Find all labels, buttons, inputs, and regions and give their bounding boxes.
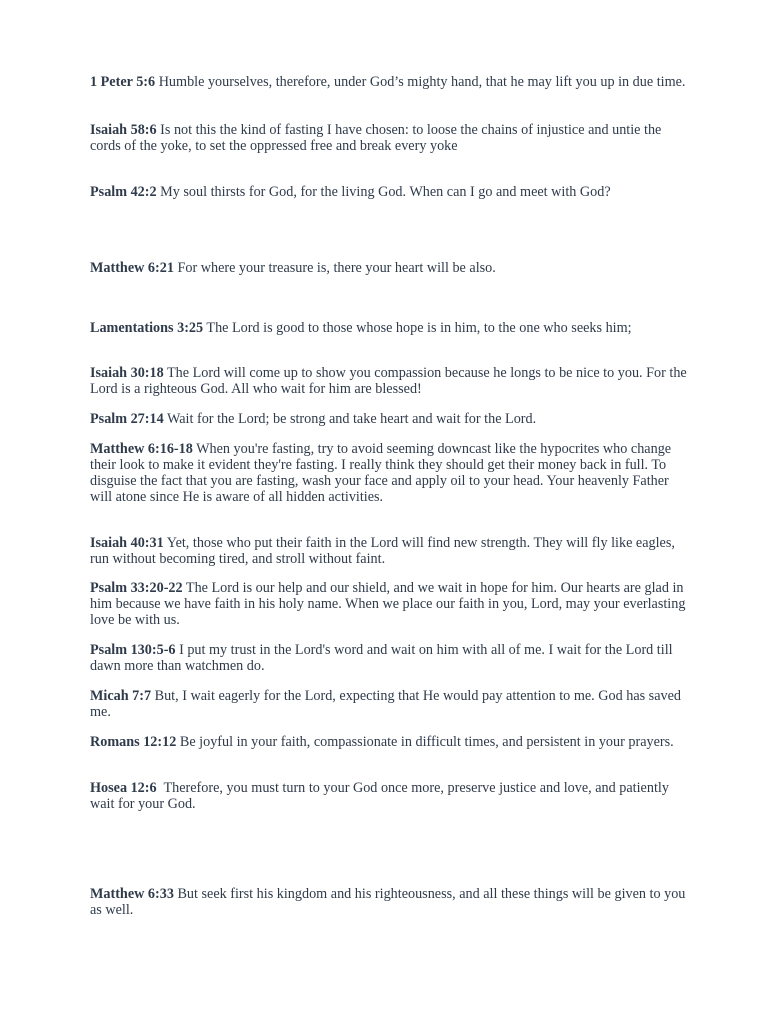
verse-reference: Psalm 130:5-6 [90, 642, 176, 658]
verse-reference: Matthew 6:33 [90, 886, 174, 902]
verse-matthew-6-21 [90, 260, 690, 276]
verse-reference: Psalm 42:2 [90, 184, 157, 200]
verse-reference: Romans 12:12 [90, 734, 177, 750]
verse-reference: Isaiah 40:31 [90, 535, 164, 551]
verse-psalm-27-14 [90, 411, 690, 427]
verse-text: For where your treasure is, there your heart will be also. [173, 260, 496, 276]
verse-hosea-12-6 [90, 780, 690, 812]
verse-reference: Isaiah 58:6 [90, 122, 157, 138]
verse-reference: Psalm 33:20-22 [90, 580, 183, 596]
verse-reference: Matthew 6:16-18 [90, 441, 193, 457]
verse-reference: 1 Peter 5:6 [90, 74, 156, 90]
verse-isaiah-30-18 [90, 365, 690, 397]
verse-text: When you're fasting, try to avoid seeming downcast like the hypocrites who change their look to make it evident they're fasting. I really think they should get their money back in full. To disguise the fact that you are fasting, wash your face and apply oil to your head. Your heavenly Father will atone since He is aware of all hidden activities. [90, 441, 672, 505]
verse-text: Be joyful in your faith, compassionate in difficult times, and persistent in your prayers. [176, 734, 674, 750]
verse-1-peter-5-6 [90, 74, 690, 90]
verse-reference: Lamentations 3:25 [90, 320, 204, 336]
verse-text: My soul thirsts for God, for the living God. When can I go and meet with God? [156, 184, 611, 200]
verse-matthew-6-33 [90, 886, 690, 918]
verse-isaiah-40-31 [90, 535, 690, 567]
verse-text: Yet, those who put their faith in the Lord will find new strength. They will fly like eagles, run without becoming tired, and stroll without faint. [90, 535, 675, 567]
verse-romans-12-12 [90, 734, 690, 750]
verse-matthew-6-16-18 [90, 441, 690, 505]
verse-reference: Isaiah 30:18 [90, 365, 164, 381]
verse-text: Therefore, you must turn to your God once more, preserve justice and love, and patiently wait for your God. [90, 780, 673, 812]
verse-reference: Matthew 6:21 [90, 260, 174, 276]
verse-micah-7-7 [90, 688, 690, 720]
verse-text: But seek first his kingdom and his righteousness, and all these things will be given to you as well. [90, 886, 686, 918]
verse-text: The Lord is our help and our shield, and we wait in hope for him. Our hearts are glad in him because we have faith in his holy name. When we place our faith in you, Lord, may your everlasting love be with us. [90, 580, 686, 628]
verse-text: I put my trust in the Lord's word and wait on him with all of me. I wait for the Lord till dawn more than watchmen do. [90, 642, 673, 674]
verse-text: Humble yourselves, therefore, under God’s mighty hand, that he may lift you up in due time. [155, 74, 686, 90]
verse-text: Wait for the Lord; be strong and take heart and wait for the Lord. [163, 411, 537, 427]
verse-isaiah-58-6 [90, 122, 690, 154]
verse-reference: Hosea 12:6 [90, 780, 157, 796]
verse-lamentations-3-25 [90, 320, 690, 336]
verse-reference: Psalm 27:14 [90, 411, 164, 427]
verse-text: The Lord will come up to show you compassion because he longs to be nice to you. For the Lord is a righteous God. All who wait for him are blessed! [90, 365, 687, 397]
verse-text: Is not this the kind of fasting I have chosen: to loose the chains of injustice and untie the cords of the yoke, to set the oppressed free and break every yoke [90, 122, 662, 154]
verse-reference: Micah 7:7 [90, 688, 152, 704]
verse-psalm-42-2 [90, 184, 690, 200]
verse-psalm-130-5-6 [90, 642, 690, 674]
verse-text: But, I wait eagerly for the Lord, expecting that He would pay attention to me. God has saved me. [90, 688, 681, 720]
verse-psalm-33-20-22 [90, 580, 690, 628]
verse-text: The Lord is good to those whose hope is in him, to the one who seeks him; [203, 320, 632, 336]
